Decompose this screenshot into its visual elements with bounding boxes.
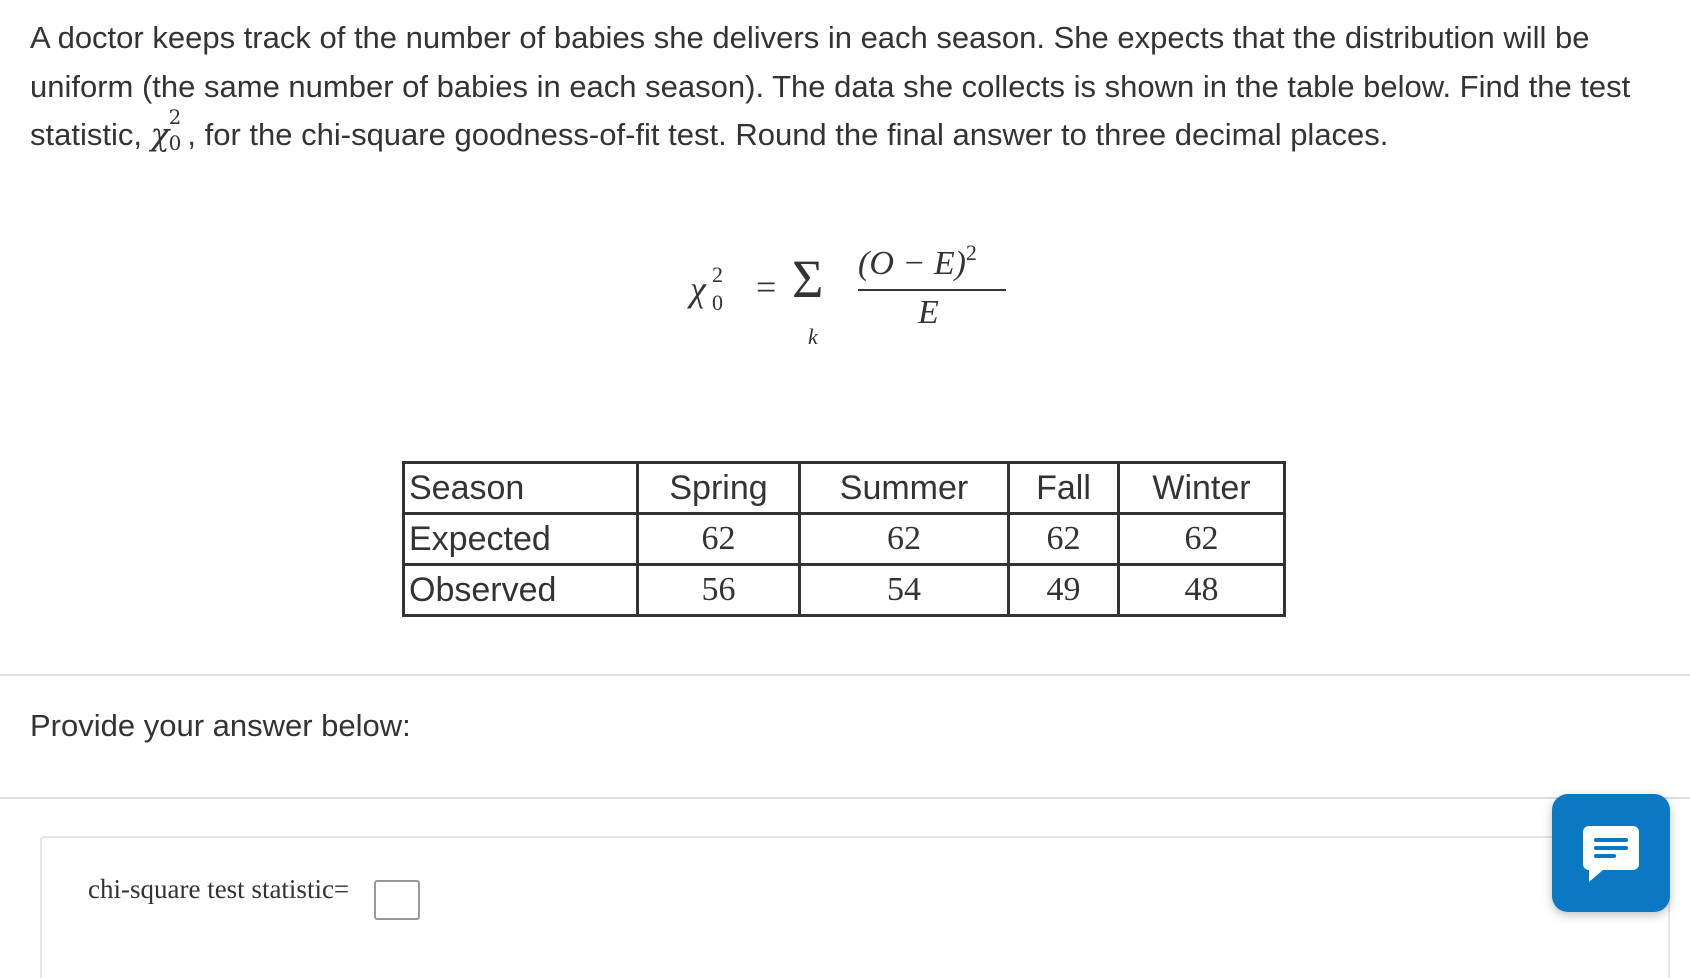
question-text xyxy=(30,14,1670,160)
table-row xyxy=(404,565,1285,616)
table-header-cell: Season xyxy=(404,463,638,514)
table-header-cell: Fall xyxy=(1009,463,1119,514)
section-divider xyxy=(0,797,1690,799)
formula-sum-index: k xyxy=(808,324,818,349)
season-data-table xyxy=(402,461,1286,617)
formula-numerator: $(O - E)^2$ xyxy=(858,240,977,282)
answer-label: chi-square test statistic= xyxy=(88,874,350,904)
answer-prompt: Provide your answer below: xyxy=(30,708,411,743)
table-cell: 62 xyxy=(800,514,1009,565)
table-cell: 54 xyxy=(800,565,1009,616)
table-cell: 62 xyxy=(1009,514,1119,565)
table-cell: 56 xyxy=(638,565,800,616)
table-cell: 49 xyxy=(1009,565,1119,616)
table-header-cell: Winter xyxy=(1119,463,1285,514)
formula-denominator: E xyxy=(918,294,939,331)
table-cell: 62 xyxy=(638,514,800,565)
table-header-row xyxy=(404,463,1285,514)
formula-sigma: Σ xyxy=(792,249,824,309)
section-divider xyxy=(0,674,1690,676)
table-row xyxy=(404,514,1285,565)
table-cell: 62 xyxy=(1119,514,1285,565)
table-row-label: Observed xyxy=(404,565,638,616)
chi-square-formula xyxy=(690,238,1020,358)
chi-square-symbol: χ 2 0 xyxy=(150,105,182,155)
formula-lhs: χ 2 0 xyxy=(690,262,723,315)
chat-button[interactable] xyxy=(1552,794,1670,912)
table-header-cell: Summer xyxy=(800,463,1009,514)
table-row-label: Expected xyxy=(404,514,638,565)
chat-icon xyxy=(1581,824,1641,886)
formula-equals: = xyxy=(756,267,777,307)
answer-panel xyxy=(40,836,1670,978)
table-cell: 48 xyxy=(1119,565,1285,616)
question-text-after: , for the chi-square goodness-of-fit test. Round the final answer to three decimal places. xyxy=(187,117,1389,152)
table-header-cell: Spring xyxy=(638,463,800,514)
chi-square-answer-input[interactable] xyxy=(374,880,420,920)
formula-fraction-bar xyxy=(858,289,1006,291)
question-text-before: A doctor keeps track of the number of babies she delivers in each season. She expects that the distribution will be uniform (the same number of babies in each season). The data she collects is shown in the table below. Find the test statistic, xyxy=(30,20,1631,152)
